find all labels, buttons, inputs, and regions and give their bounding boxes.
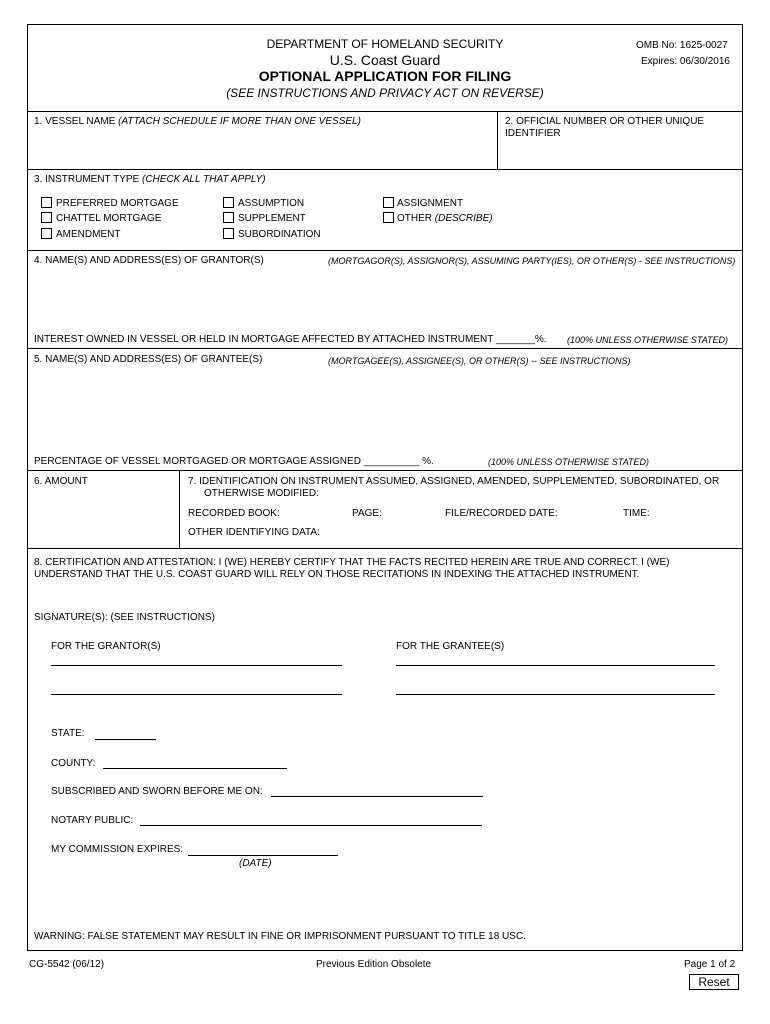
file-recorded-date-label: FILE/RECORDED DATE:	[445, 508, 558, 519]
interest-owned-note: (100% UNLESS OTHERWISE STATED)	[567, 335, 729, 345]
percentage-label: PERCENTAGE OF VESSEL MORTGAGED OR MORTGAGE ASSIGNED __________ %.	[34, 456, 434, 467]
form-subtitle: (SEE INSTRUCTIONS AND PRIVACY ACT ON REVERSE)	[226, 86, 544, 100]
commission-label: MY COMMISSION EXPIRES:	[51, 844, 184, 855]
grantor-label: 4. NAME(S) AND ADDRESS(ES) OF GRANTOR(S)	[34, 255, 264, 266]
instrument-type-label: 3. INSTRUMENT TYPE (CHECK ALL THAT APPLY)	[34, 174, 266, 185]
preferred-mortgage-label: PREFERRED MORTGAGE	[56, 198, 179, 209]
reset-button[interactable]: Reset	[689, 974, 739, 990]
date-note: (DATE)	[239, 858, 272, 869]
subscribed-label: SUBSCRIBED AND SWORN BEFORE ME ON:	[51, 786, 263, 797]
supplement-checkbox[interactable]	[223, 212, 234, 223]
subordination-checkbox[interactable]	[223, 228, 234, 239]
official-number-label-line1: 2. OFFICIAL NUMBER OR OTHER UNIQUE	[505, 116, 705, 127]
grantee-field[interactable]	[32, 370, 741, 452]
edition-note: Previous Edition Obsolete	[316, 959, 432, 970]
expiration-date: Expires: 06/30/2016	[641, 56, 730, 67]
chattel-mortgage-label: CHATTEL MORTGAGE	[56, 213, 162, 224]
other-checkbox[interactable]	[383, 212, 394, 223]
vessel-name-field[interactable]	[32, 132, 496, 166]
grantee-signature-line[interactable]	[396, 694, 715, 695]
identification-label-line1: 7. IDENTIFICATION ON INSTRUMENT ASSUMED, ASSIGNED, AMENDED, SUPPLEMENTED, SUBORDINATED, OR	[188, 476, 720, 487]
divider	[27, 348, 743, 349]
divider	[27, 250, 743, 251]
amendment-checkbox[interactable]	[41, 228, 52, 239]
amount-field[interactable]	[32, 492, 178, 544]
divider	[179, 470, 180, 548]
other-label: OTHER (DESCRIBE)	[397, 213, 493, 224]
notary-label: NOTARY PUBLIC:	[51, 815, 134, 826]
amendment-label: AMENDMENT	[56, 229, 121, 240]
subordination-label: SUBORDINATION	[238, 229, 321, 240]
notary-field[interactable]	[140, 825, 482, 826]
state-field[interactable]	[95, 739, 156, 740]
form-title: OPTIONAL APPLICATION FOR FILING	[258, 68, 512, 84]
identification-label-line2: OTHERWISE MODIFIED:	[204, 488, 319, 499]
grantor-field[interactable]	[32, 270, 741, 330]
other-identifying-data-label: OTHER IDENTIFYING DATA:	[188, 527, 320, 538]
supplement-label: SUPPLEMENT	[238, 213, 306, 224]
divider	[27, 169, 743, 170]
agency-heading: U.S. Coast Guard	[329, 52, 441, 68]
grantee-signature-label: FOR THE GRANTEE(S)	[396, 641, 505, 652]
county-field[interactable]	[103, 768, 287, 769]
divider	[27, 548, 743, 549]
omb-number: OMB No: 1625-0027	[636, 40, 728, 51]
divider	[27, 111, 743, 112]
assumption-checkbox[interactable]	[223, 197, 234, 208]
subscribed-date-field[interactable]	[271, 796, 483, 797]
department-heading: DEPARTMENT OF HOMELAND SECURITY	[266, 37, 504, 51]
amount-label: 6. AMOUNT	[34, 476, 88, 487]
certification-line2: UNDERSTAND THAT THE U.S. COAST GUARD WILL RELY ON THOSE RECITATIONS IN INDEXING THE ATTACHED INSTRUMENT.	[34, 569, 640, 580]
divider	[27, 470, 743, 471]
percentage-note: (100% UNLESS OTHERWISE STATED)	[488, 457, 650, 467]
grantor-note: (MORTGAGOR(S), ASSIGNOR(S), ASSUMING PARTY(IES), OR OTHER(S) - SEE INSTRUCTIONS)	[328, 256, 736, 266]
preferred-mortgage-checkbox[interactable]	[41, 197, 52, 208]
official-number-label-line2: IDENTIFIER	[505, 128, 561, 139]
grantor-signature-line[interactable]	[51, 665, 342, 666]
grantor-signature-line[interactable]	[51, 694, 342, 695]
county-label: COUNTY:	[51, 758, 96, 769]
grantee-signature-line[interactable]	[396, 665, 715, 666]
official-number-field[interactable]	[503, 144, 741, 168]
interest-owned-label: INTEREST OWNED IN VESSEL OR HELD IN MORTGAGE AFFECTED BY ATTACHED INSTRUMENT _______%.	[34, 334, 547, 345]
assumption-label: ASSUMPTION	[238, 198, 305, 209]
signatures-label: SIGNATURE(S): (SEE INSTRUCTIONS)	[34, 612, 215, 623]
page-indicator: Page 1 of 2	[684, 959, 736, 970]
recorded-book-label: RECORDED BOOK:	[188, 508, 280, 519]
state-label: STATE:	[51, 728, 85, 739]
commission-date-field[interactable]	[188, 855, 338, 856]
warning-text: WARNING: FALSE STATEMENT MAY RESULT IN FINE OR IMPRISONMENT PURSUANT TO TITLE 18 USC.	[34, 931, 526, 942]
vessel-name-label: 1. VESSEL NAME (ATTACH SCHEDULE IF MORE THAN ONE VESSEL)	[34, 116, 361, 127]
grantee-note: (MORTGAGEE(S), ASSIGNEE(S), OR OTHER(S) -- SEE INSTRUCTIONS)	[328, 356, 631, 366]
time-label: TIME:	[623, 508, 650, 519]
page-label: PAGE:	[352, 508, 382, 519]
divider	[497, 111, 498, 169]
assignment-label: ASSIGNMENT	[397, 198, 464, 209]
grantor-signature-label: FOR THE GRANTOR(S)	[51, 641, 161, 652]
form-number: CG-5542 (06/12)	[29, 959, 105, 970]
grantee-label: 5. NAME(S) AND ADDRESS(ES) OF GRANTEE(S)	[34, 354, 263, 365]
certification-line1: 8. CERTIFICATION AND ATTESTATION: I (WE) HEREBY CERTIFY THAT THE FACTS RECITED HEREIN ARE TRUE AND CORRECT. I (WE)	[34, 557, 670, 568]
chattel-mortgage-checkbox[interactable]	[41, 212, 52, 223]
assignment-checkbox[interactable]	[383, 197, 394, 208]
